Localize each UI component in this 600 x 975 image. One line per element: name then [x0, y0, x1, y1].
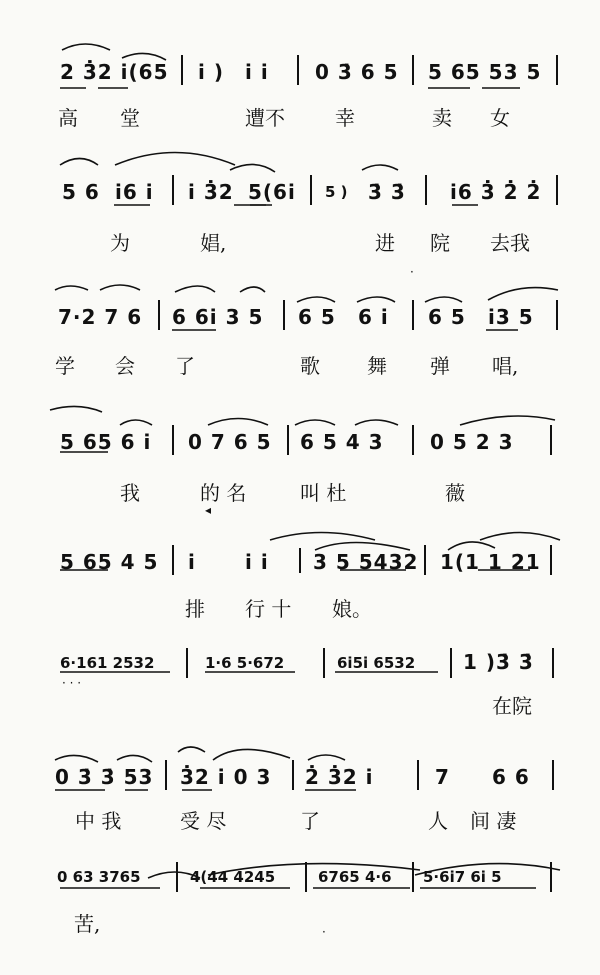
bar-line	[556, 55, 558, 85]
note-group: 6 5	[428, 305, 466, 329]
lyric: 会	[115, 354, 135, 378]
bar-line	[550, 545, 552, 575]
note-group: 5 65 4 5	[60, 550, 159, 574]
note-group: 6765 4·6	[318, 868, 392, 886]
lyric: 间 凄	[470, 809, 517, 833]
lyric: 了	[175, 354, 195, 378]
note-group: 7·2 7 6	[58, 305, 143, 329]
bar-line	[412, 862, 414, 892]
note-group: 5·6i7 6i 5	[423, 868, 502, 886]
bar-line	[299, 548, 301, 573]
lyric: 排	[185, 597, 205, 621]
bar-line	[287, 425, 289, 455]
bar-line	[556, 300, 558, 330]
bar-line	[181, 55, 183, 85]
note-group: i i	[245, 550, 269, 574]
bar-line	[172, 425, 174, 455]
lyric: 高	[58, 106, 78, 130]
lyric: 去我	[490, 231, 530, 255]
note-group: 6 6	[492, 765, 530, 789]
bar-line	[550, 425, 552, 455]
bar-line	[425, 175, 427, 205]
note-group: 5 65 6 i	[60, 430, 152, 454]
note-group: 6·161 2532	[60, 654, 155, 672]
bar-line	[310, 175, 312, 205]
lyric: 人	[428, 809, 448, 833]
note-group: 7	[435, 765, 450, 789]
lyric: 的 名	[200, 481, 247, 505]
note-group: 4(44 4245	[190, 868, 276, 886]
note-group: i6 3̇ 2̇ 2̇	[450, 180, 542, 204]
bar-line	[186, 648, 188, 678]
bar-line	[550, 862, 552, 892]
bar-line	[172, 545, 174, 575]
lyric: 遭不	[245, 106, 285, 130]
note-group: 5 65 53 5	[428, 60, 542, 84]
lyric: 薇	[445, 481, 465, 505]
lyric: 叫 杜	[300, 481, 347, 505]
note-group: i 3̇2	[188, 180, 234, 204]
stray-mark: ◂	[205, 503, 212, 517]
bar-line	[292, 760, 294, 790]
bar-line	[158, 300, 160, 330]
note-group: i )	[198, 60, 224, 84]
bar-line	[283, 300, 285, 330]
note-group: 5 )	[325, 183, 348, 201]
octave-dots: · · ·	[62, 676, 82, 690]
lyric: 女	[490, 106, 510, 130]
bar-line	[417, 760, 419, 790]
bar-line	[305, 862, 307, 892]
note-group: 6 i	[358, 305, 389, 329]
lyric: 唱,	[492, 354, 519, 378]
bar-line	[450, 648, 452, 678]
bar-line	[556, 175, 558, 205]
bar-line	[552, 760, 554, 790]
note-group: i3 5	[488, 305, 534, 329]
bar-line	[412, 55, 414, 85]
bar-line	[176, 862, 178, 892]
note-group: 6 5	[298, 305, 336, 329]
note-group: 3̇ 3̇	[368, 180, 406, 204]
lyric: 我	[120, 481, 140, 505]
lyric: 弹	[430, 354, 450, 378]
bar-line	[165, 760, 167, 790]
lyric: 苦,	[74, 912, 101, 936]
bar-line	[172, 175, 174, 205]
lyric: 堂	[120, 106, 140, 130]
note-group: 1(1 1 21	[440, 550, 541, 574]
lyric: 在院	[492, 694, 532, 718]
note-group: 5(6i	[248, 180, 296, 204]
note-group: 3 5 5432	[313, 550, 419, 574]
note-group: 3̇2 i 0 3	[180, 765, 272, 789]
note-group: 1 )3̇ 3̇	[463, 650, 534, 674]
bar-line	[552, 648, 554, 678]
note-group: 0 3̇ 3̇ 53	[55, 765, 154, 789]
lyric: 卖	[432, 106, 452, 130]
note-group: 2̇ 3̇2 i	[305, 765, 374, 789]
note-group: i i	[245, 60, 269, 84]
lyric: 幸	[335, 106, 355, 130]
note-group: i6 i	[115, 180, 154, 204]
lyric: 院	[430, 231, 450, 255]
lyric: 行 十	[245, 597, 292, 621]
note-group: 0 7 6 5	[188, 430, 272, 454]
note-group: i	[188, 550, 196, 574]
bar-line	[297, 55, 299, 85]
lyric: 为	[110, 231, 130, 255]
lyric: 歌	[300, 354, 320, 378]
bar-line	[412, 300, 414, 330]
note-group: 6 5 4 3	[300, 430, 384, 454]
lyric: 娘。	[332, 597, 372, 621]
note-group: 6i5i 6532	[337, 654, 416, 672]
lyric: 了	[300, 809, 320, 833]
note-group: 0 3̇ 6 5	[315, 60, 399, 84]
bar-line	[323, 648, 325, 678]
note-group: 1·6 5·672	[205, 654, 285, 672]
note-group: 6 6i 3 5	[172, 305, 264, 329]
lyric: 进	[375, 231, 395, 255]
note-group: 0 5 2 3	[430, 430, 514, 454]
note-group: 0 63 3765	[57, 868, 141, 886]
bar-line	[412, 425, 414, 455]
note-group: 5 6	[62, 180, 100, 204]
stray-dot: ·	[322, 925, 326, 939]
note-group: 2 3̇2 i(65	[60, 60, 169, 84]
lyric: 舞	[367, 354, 387, 378]
lyric: 受 尽	[180, 809, 227, 833]
stray-dot: ·	[410, 265, 414, 279]
bar-line	[424, 545, 426, 575]
lyric: 娼,	[200, 231, 227, 255]
lyric: 学	[55, 354, 75, 378]
lyric: 中 我	[75, 809, 122, 833]
